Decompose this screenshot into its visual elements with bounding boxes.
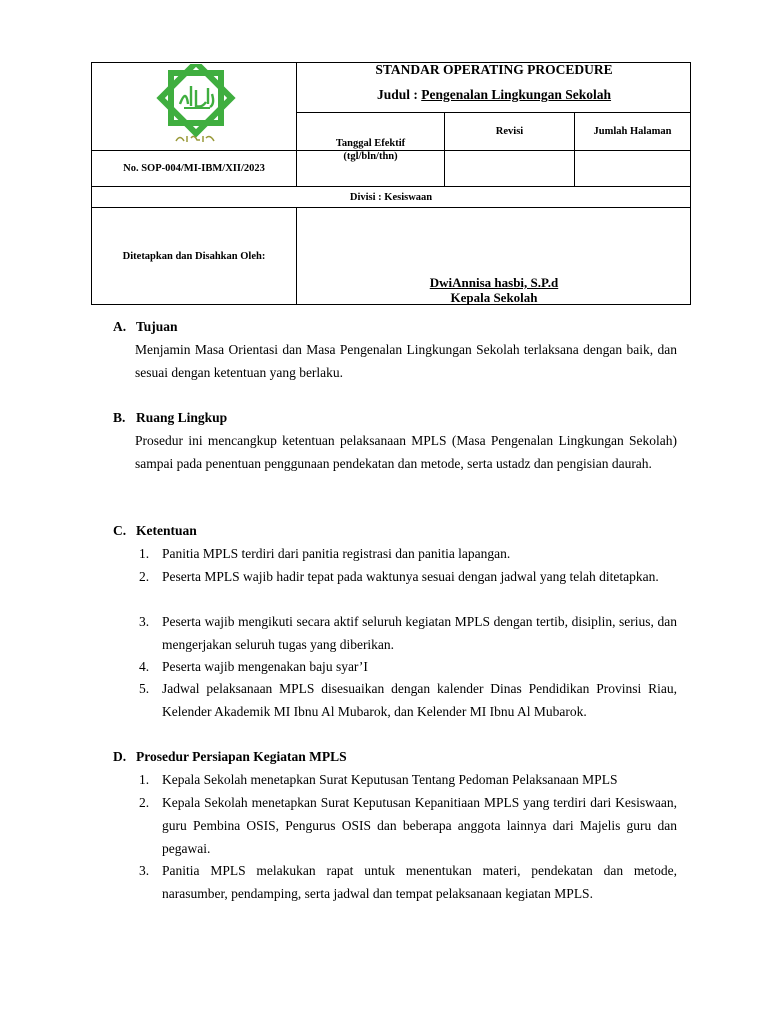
- list-item: [139, 610, 677, 656]
- col-tanggal-efektif: Tanggal Efektif (tgl/bln/thn): [335, 137, 406, 162]
- list-number: 1.: [139, 772, 150, 787]
- list-text: Jadwal pelaksanaan MPLS disesuaikan dengan kalender Dinas Pendidikan Provinsi Riau, Kelender Akademik MI Ibnu Al Mubarok, dan Kelender MI Ibnu Al Mubarok.: [162, 681, 677, 719]
- list-item: [139, 542, 677, 565]
- list-number: 2.: [139, 569, 150, 584]
- sop-title: STANDAR OPERATING PROCEDURE: [375, 62, 613, 77]
- list-number: 3.: [139, 863, 150, 878]
- list-item: [139, 655, 677, 678]
- list-number: 1.: [139, 546, 150, 561]
- list-item: [139, 677, 677, 723]
- signatory-name: [297, 275, 691, 290]
- school-logo: [136, 64, 256, 148]
- ditetapkan-label: Ditetapkan dan Disahkan Oleh:: [122, 250, 266, 262]
- list-text: Peserta wajib mengenakan baju syar’I: [162, 659, 368, 674]
- list-text: Kepala Sekolah menetapkan Surat Keputusan Kepanitiaan MPLS yang terdiri dari Kesiswaan, guru Pembina OSIS, Pengurus OSIS dan beberapa anggota lainnya dari Majelis guru dan pegawai.: [162, 795, 677, 856]
- list-text: Peserta MPLS wajib hadir tepat pada waktunya sesuai dengan jadwal yang telah ditetapkan.: [162, 569, 659, 584]
- section-b-heading: [113, 406, 227, 429]
- sop-number: No. SOP-004/MI-IBM/XII/2023: [123, 163, 265, 174]
- section-title: Tujuan: [136, 319, 178, 334]
- section-letter: C.: [113, 523, 127, 538]
- signatory-name-text: DwiAnnisa hasbi, S.P.d: [429, 275, 559, 290]
- section-b-paragraph: Prosedur ini mencangkup ketentuan pelaksanaan MPLS (Masa Pengenalan Lingkungan Sekolah) sampai pada penentuan penggunaan pendekatan dan metode, serta ustadz dan pengisian daurah.: [135, 433, 677, 471]
- section-a-paragraph: Menjamin Masa Orientasi dan Masa Pengenalan Lingkungan Sekolah terlaksana dengan baik, dan sesuai dengan ketentuan yang berlaku.: [135, 342, 677, 380]
- sop-header-table: [91, 62, 691, 305]
- divisi-label: Divisi : Kesiswaan: [349, 191, 433, 203]
- list-number: 2.: [139, 795, 150, 810]
- list-number: 5.: [139, 681, 150, 696]
- col-revisi: Revisi: [495, 125, 524, 137]
- section-title: Ketentuan: [136, 523, 197, 538]
- judul-text: Pengenalan Lingkungan Sekolah: [421, 87, 612, 102]
- section-letter: D.: [113, 749, 127, 764]
- list-item: [139, 791, 677, 860]
- section-a-heading: [113, 315, 178, 338]
- list-item: [139, 565, 677, 588]
- list-text: Panitia MPLS melakukan rapat untuk menentukan materi, pendekatan dan metode, narasumber, pendamping, serta jadwal dan tempat pelaksanaan kegiatan MPLS.: [162, 863, 677, 901]
- section-title: Ruang Lingkup: [136, 410, 228, 425]
- section-d-heading: [113, 745, 347, 768]
- col-jumlah-halaman: Jumlah Halaman: [593, 125, 672, 137]
- list-text: Peserta wajib mengikuti secara aktif seluruh kegiatan MPLS dengan tertib, disiplin, serius, dan mengerjakan seluruh tugas yang diberikan.: [162, 614, 677, 652]
- section-letter: A.: [113, 319, 127, 334]
- section-title: Prosedur Persiapan Kegiatan MPLS: [136, 749, 347, 764]
- list-item: [139, 859, 677, 905]
- signatory-position: Kepala Sekolah: [450, 290, 538, 305]
- list-item: [139, 768, 677, 791]
- list-number: 3.: [139, 614, 150, 629]
- sop-judul: [297, 86, 691, 103]
- section-c-heading: [113, 519, 197, 542]
- list-text: Kepala Sekolah menetapkan Surat Keputusan Tentang Pedoman Pelaksanaan MPLS: [162, 772, 618, 787]
- octagram-emblem-icon: [136, 64, 256, 148]
- judul-label: Judul :: [376, 87, 418, 102]
- section-letter: B.: [113, 410, 126, 425]
- list-number: 4.: [139, 659, 150, 674]
- list-text: Panitia MPLS terdiri dari panitia registrasi dan panitia lapangan.: [162, 546, 511, 561]
